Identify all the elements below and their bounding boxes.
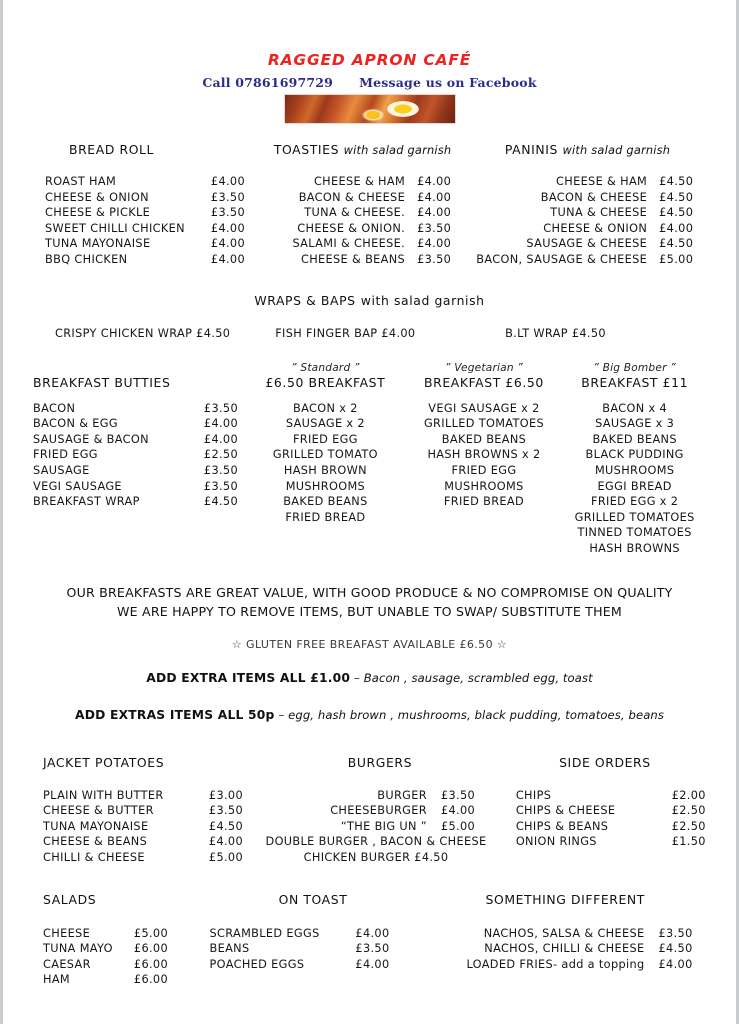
burgers-list bbox=[256, 788, 496, 866]
menu-row bbox=[469, 190, 705, 206]
item-price: £1.50 bbox=[671, 835, 706, 849]
item-name: BREAKFAST WRAP bbox=[33, 495, 140, 509]
section-on-toast bbox=[202, 892, 425, 988]
item-name: ONION RINGS bbox=[515, 835, 597, 849]
item-price: £4.50 bbox=[659, 237, 694, 251]
section-heading-standard-breakfast: £6.50 BREAKFAST bbox=[265, 374, 386, 390]
item-name: SCRAMBLED EGGS bbox=[209, 926, 320, 940]
item-name: CHEESE & HAM bbox=[556, 175, 648, 189]
heading-sub: with salad garnish bbox=[343, 143, 452, 158]
section-salads bbox=[33, 892, 202, 988]
menu-row bbox=[43, 850, 243, 866]
menu-row bbox=[264, 190, 459, 206]
item-name: TUNA MAYONAISE bbox=[43, 819, 149, 833]
salads-toast-different-band bbox=[33, 892, 706, 988]
menu-row bbox=[45, 174, 245, 190]
breakfast-tag-vegetarian: ” Vegetarian ” bbox=[444, 361, 524, 374]
item-price: £6.00 bbox=[133, 973, 168, 987]
menu-row bbox=[264, 252, 459, 268]
item-name: FRIED EGG bbox=[33, 448, 98, 462]
item-price: £4.00 bbox=[355, 957, 390, 971]
item-price: £4.00 bbox=[417, 206, 452, 220]
item-name: BACON & CHEESE bbox=[298, 190, 406, 204]
item-name: POACHED EGGS bbox=[209, 957, 305, 971]
section-heading-salads: SALADS bbox=[43, 891, 97, 907]
menu-row bbox=[45, 236, 245, 252]
menu-row bbox=[43, 803, 243, 819]
menu-row bbox=[33, 416, 238, 432]
item-price: £3.50 bbox=[203, 463, 238, 477]
on-toast-list bbox=[202, 926, 390, 973]
menu-row bbox=[45, 205, 245, 221]
jacket-potatoes-list bbox=[33, 788, 243, 866]
list-item: MUSHROOMS bbox=[594, 463, 675, 477]
item-price: £3.50 bbox=[210, 206, 245, 220]
list-item: GRILLED TOMATO bbox=[272, 448, 378, 462]
menu-row bbox=[210, 926, 390, 942]
item-price: £2.00 bbox=[671, 788, 706, 802]
item-price: £4.00 bbox=[440, 804, 476, 818]
menu-row bbox=[33, 494, 238, 510]
breakfast-tag-standard: ” Standard ” bbox=[291, 361, 360, 374]
notice-line-1: OUR BREAKFASTS ARE GREAT VALUE, WITH GOOD PRODUCE & NO COMPROMISE ON QUALITY bbox=[66, 584, 673, 600]
section-heading-wraps-baps bbox=[33, 290, 706, 309]
list-item: BAKED BEANS bbox=[283, 495, 368, 509]
menu-row bbox=[264, 236, 459, 252]
section-heading-breakfast-butties: BREAKFAST BUTTIES bbox=[33, 374, 171, 390]
facebook-link[interactable]: Message us on Facebook bbox=[359, 75, 537, 91]
item-price: £3.50 bbox=[208, 804, 243, 818]
list-item: GRILLED TOMATOES bbox=[423, 417, 544, 431]
item-price: £5.00 bbox=[208, 850, 243, 864]
paninis-list bbox=[469, 174, 705, 268]
item-price: £2.50 bbox=[203, 448, 238, 462]
menu-row bbox=[33, 479, 238, 495]
section-vegetarian-breakfast bbox=[405, 362, 564, 557]
standard-breakfast-list bbox=[246, 401, 405, 526]
menu-row bbox=[256, 834, 496, 850]
item-price: £3.00 bbox=[208, 788, 243, 802]
item-name: DOUBLE BURGER , BACON & CHEESE bbox=[265, 835, 487, 849]
menu-row: B.LT WRAP £4.50 bbox=[505, 326, 606, 340]
menu-row bbox=[43, 926, 168, 942]
item-name: SWEET CHILLI CHICKEN bbox=[45, 221, 185, 235]
item-name: “THE BIG UN ” bbox=[340, 819, 427, 833]
item-name: CHEESEBURGER bbox=[330, 804, 427, 818]
menu-row bbox=[210, 941, 390, 957]
item-price: £3.50 bbox=[440, 788, 476, 802]
breakfast-photo-banner bbox=[284, 94, 456, 124]
item-price: £4.50 bbox=[203, 495, 238, 509]
item-price: £3.50 bbox=[210, 190, 245, 204]
menu-row bbox=[264, 221, 459, 237]
item-name: CHIPS & BEANS bbox=[515, 819, 609, 833]
item-price: £4.00 bbox=[659, 221, 694, 235]
item-name: TUNA & CHEESE bbox=[550, 206, 648, 220]
menu-sheet bbox=[3, 0, 736, 988]
list-item: EGGI BREAD bbox=[597, 479, 672, 493]
item-price: £4.00 bbox=[210, 221, 245, 235]
extras-line-2 bbox=[33, 706, 706, 725]
list-item: BAKED BEANS bbox=[592, 432, 677, 446]
item-price: £4.00 bbox=[203, 417, 238, 431]
list-item: SAUSAGE x 3 bbox=[595, 417, 675, 431]
item-price: £4.00 bbox=[417, 190, 452, 204]
big-bomber-list bbox=[563, 401, 706, 557]
section-heading-side-orders: SIDE ORDERS bbox=[559, 754, 651, 770]
item-name: CHICKEN BURGER £4.50 bbox=[303, 850, 449, 864]
item-name: CHEESE & ONION. bbox=[297, 221, 406, 235]
big-bomber-heading-wrap bbox=[563, 362, 706, 396]
item-name: CHEESE bbox=[43, 926, 91, 940]
item-name: CHEESE & ONION bbox=[543, 221, 648, 235]
menu-row bbox=[33, 401, 238, 417]
item-price: £4.00 bbox=[355, 926, 390, 940]
section-side-orders bbox=[504, 755, 706, 866]
item-name: BACON & CHEESE bbox=[540, 190, 648, 204]
heading-sub: with salad garnish bbox=[360, 292, 485, 308]
menu-row bbox=[469, 236, 705, 252]
menu-row bbox=[33, 432, 238, 448]
page-title: RAGGED APRON CAFÉ bbox=[267, 51, 472, 69]
list-item: GRILLED TOMATOES bbox=[574, 510, 695, 524]
menu-row: CRISPY CHICKEN WRAP £4.50 bbox=[55, 326, 231, 340]
side-orders-list bbox=[504, 788, 706, 850]
menu-row: FISH FINGER BAP £4.00 bbox=[275, 326, 416, 340]
salads-list bbox=[33, 926, 168, 988]
menu-row bbox=[43, 834, 243, 850]
item-name: CHIPS & CHEESE bbox=[515, 804, 616, 818]
item-name: SAUSAGE bbox=[33, 463, 90, 477]
list-item: BLACK PUDDING bbox=[585, 448, 684, 462]
list-item: MUSHROOMS bbox=[285, 479, 366, 493]
item-name: CHIPS bbox=[515, 788, 552, 802]
notice-line-2: WE ARE HAPPY TO REMOVE ITEMS, BUT UNABLE TO SWAP/ SUBSTITUTE THEM bbox=[117, 603, 622, 619]
item-price: £6.00 bbox=[133, 942, 168, 956]
contact-line bbox=[33, 75, 706, 90]
item-name: BURGER bbox=[377, 788, 427, 802]
menu-row bbox=[43, 819, 243, 835]
extras-2-items: – egg, hash brown , mushrooms, black pudding, tomatoes, beans bbox=[278, 707, 664, 722]
menu-row bbox=[45, 252, 245, 268]
notice-block bbox=[33, 583, 706, 725]
menu-row bbox=[45, 190, 245, 206]
list-item: HASH BROWNS bbox=[589, 541, 680, 555]
item-name: SALAMI & CHEESE. bbox=[292, 237, 406, 251]
item-name: BBQ CHICKEN bbox=[45, 253, 128, 267]
section-heading-bread-roll: BREAD ROLL bbox=[69, 142, 155, 158]
menu-row bbox=[256, 850, 496, 866]
section-breakfast-butties bbox=[33, 362, 246, 557]
section-heading-burgers: BURGERS bbox=[347, 754, 413, 770]
list-item: VEGI SAUSAGE x 2 bbox=[428, 401, 540, 415]
phone-number[interactable]: Call 07861697729 bbox=[202, 75, 334, 91]
masthead bbox=[33, 0, 706, 124]
item-name: TUNA MAYONAISE bbox=[45, 237, 151, 251]
menu-row bbox=[256, 803, 496, 819]
item-name: BACON, SAUSAGE & CHEESE bbox=[476, 253, 648, 267]
list-item: FRIED EGG x 2 bbox=[590, 495, 679, 509]
item-price: £4.00 bbox=[210, 253, 245, 267]
item-name: TUNA MAYO bbox=[43, 942, 113, 956]
section-bread-roll bbox=[33, 142, 256, 268]
menu-row bbox=[256, 819, 496, 835]
breakfast-butties-heading-wrap bbox=[33, 362, 246, 396]
menu-row bbox=[425, 957, 703, 973]
section-heading-something-different: SOMETHING DIFFERENT bbox=[485, 891, 645, 907]
item-price: £4.50 bbox=[659, 206, 694, 220]
toasties-list bbox=[264, 174, 459, 268]
menu-row bbox=[43, 972, 168, 988]
menu-row bbox=[264, 205, 459, 221]
menu-row bbox=[33, 463, 238, 479]
item-name: CHEESE & BUTTER bbox=[43, 804, 154, 818]
menu-row bbox=[43, 957, 168, 973]
menu-row bbox=[469, 221, 705, 237]
item-name: CHILLI & CHEESE bbox=[43, 850, 145, 864]
menu-row bbox=[425, 941, 703, 957]
heading-main: WRAPS & BAPS bbox=[254, 292, 356, 308]
item-name: BACON bbox=[33, 401, 76, 415]
item-price: £3.50 bbox=[203, 401, 238, 415]
item-name: BACON & EGG bbox=[33, 417, 118, 431]
extras-line-1 bbox=[33, 669, 706, 688]
item-name: SAUSAGE & BACON bbox=[33, 432, 149, 446]
item-price: £4.00 bbox=[658, 957, 693, 971]
item-name: VEGI SAUSAGE bbox=[33, 479, 122, 493]
gluten-free-note: ☆ GLUTEN FREE BREAFAST AVAILABLE £6.50 ☆ bbox=[231, 637, 508, 651]
menu-row bbox=[516, 819, 706, 835]
item-name: NACHOS, SALSA & CHEESE bbox=[483, 926, 645, 940]
section-standard-breakfast bbox=[246, 362, 405, 557]
wraps-baps-list bbox=[33, 327, 706, 340]
item-name: NACHOS, CHILLI & CHEESE bbox=[484, 942, 645, 956]
menu-row bbox=[425, 926, 703, 942]
vegetarian-breakfast-list bbox=[405, 401, 564, 510]
heading-sub: with salad garnish bbox=[562, 143, 671, 158]
item-price: £4.00 bbox=[203, 432, 238, 446]
item-price: £4.00 bbox=[417, 175, 452, 189]
vegetarian-breakfast-heading-wrap bbox=[405, 362, 564, 396]
item-price: £4.00 bbox=[210, 237, 245, 251]
something-different-list bbox=[425, 926, 703, 973]
item-name: CAESAR bbox=[43, 957, 91, 971]
item-name: HAM bbox=[43, 973, 71, 987]
breakfast-band bbox=[33, 362, 706, 557]
menu-row bbox=[256, 788, 496, 804]
section-big-bomber-breakfast bbox=[563, 362, 706, 557]
list-item: FRIED EGG bbox=[451, 463, 517, 477]
heading-main: PANINIS bbox=[504, 142, 558, 158]
list-item: BACON x 2 bbox=[293, 401, 358, 415]
list-item: BAKED BEANS bbox=[441, 432, 527, 446]
item-name: LOADED FRIES- add a topping bbox=[466, 957, 645, 971]
heading-main: TOASTIES bbox=[273, 142, 340, 158]
menu-row bbox=[43, 788, 243, 804]
item-price: £6.00 bbox=[133, 957, 168, 971]
item-price: £4.50 bbox=[659, 175, 694, 189]
menu-row bbox=[33, 447, 238, 463]
section-heading-vegetarian-breakfast: BREAKFAST £6.50 bbox=[424, 374, 544, 390]
item-name: CHEESE & BEANS bbox=[300, 253, 406, 267]
item-name: SAUSAGE & CHEESE bbox=[526, 237, 648, 251]
item-price: £4.00 bbox=[210, 175, 245, 189]
list-item: HASH BROWNS x 2 bbox=[427, 448, 541, 462]
list-item: TINNED TOMATOES bbox=[577, 526, 692, 540]
item-price: £3.50 bbox=[417, 221, 452, 235]
menu-row bbox=[516, 834, 706, 850]
menu-row bbox=[469, 174, 705, 190]
extras-1-items: – Bacon , sausage, scrambled egg, toast bbox=[354, 670, 593, 685]
item-name: CHEESE & HAM bbox=[313, 175, 406, 189]
section-something-different bbox=[425, 892, 706, 988]
bread-roll-list bbox=[45, 174, 245, 268]
item-name: CHEESE & PICKLE bbox=[45, 206, 151, 220]
section-paninis bbox=[469, 142, 706, 268]
item-price: £4.50 bbox=[658, 942, 693, 956]
menu-row bbox=[516, 803, 706, 819]
list-item: HASH BROWN bbox=[283, 463, 367, 477]
item-name: BEANS bbox=[209, 942, 250, 956]
section-heading-toasties bbox=[256, 142, 469, 157]
list-item: BACON x 4 bbox=[602, 401, 667, 415]
item-price: £5.00 bbox=[133, 926, 168, 940]
section-jacket-potatoes bbox=[33, 755, 256, 866]
sandwich-band bbox=[33, 142, 706, 268]
extras-1-label: ADD EXTRA ITEMS ALL £1.00 bbox=[146, 670, 351, 685]
item-price: £5.00 bbox=[440, 819, 476, 833]
item-price: £4.00 bbox=[417, 237, 452, 251]
list-item: SAUSAGE x 2 bbox=[285, 417, 365, 431]
item-price: £2.50 bbox=[671, 804, 706, 818]
list-item: MUSHROOMS bbox=[444, 479, 524, 493]
item-price: £3.50 bbox=[355, 942, 390, 956]
section-toasties bbox=[256, 142, 469, 268]
item-name: CHEESE & ONION bbox=[45, 190, 149, 204]
jackets-burgers-sides-band bbox=[33, 755, 706, 866]
item-price: £4.50 bbox=[208, 819, 243, 833]
menu-row bbox=[469, 205, 705, 221]
item-price: £3.50 bbox=[203, 479, 238, 493]
list-item: FRIED EGG bbox=[292, 432, 358, 446]
item-price: £4.00 bbox=[208, 835, 243, 849]
item-price: £2.50 bbox=[671, 819, 706, 833]
breakfast-tag-big-bomber: ” Big Bomber ” bbox=[593, 361, 676, 374]
item-name: ROAST HAM bbox=[45, 175, 117, 189]
list-item: FRIED BREAD bbox=[285, 510, 366, 524]
menu-row bbox=[210, 957, 390, 973]
extras-2-label: ADD EXTRAS ITEMS ALL 50p bbox=[75, 707, 275, 722]
section-heading-on-toast: ON TOAST bbox=[278, 891, 348, 907]
menu-row bbox=[45, 221, 245, 237]
menu-row bbox=[43, 941, 168, 957]
item-name: CHEESE & BEANS bbox=[43, 835, 148, 849]
section-heading-jacket-potatoes: JACKET POTATOES bbox=[43, 754, 165, 770]
menu-row bbox=[469, 252, 705, 268]
item-price: £3.50 bbox=[658, 926, 693, 940]
standard-breakfast-heading-wrap bbox=[246, 362, 405, 396]
item-name: PLAIN WITH BUTTER bbox=[43, 788, 164, 802]
item-price: £4.50 bbox=[659, 190, 694, 204]
menu-row bbox=[516, 788, 706, 804]
item-name: TUNA & CHEESE. bbox=[304, 206, 406, 220]
section-heading-paninis bbox=[469, 142, 706, 157]
item-price: £3.50 bbox=[417, 253, 452, 267]
item-price: £5.00 bbox=[659, 253, 694, 267]
list-item: FRIED BREAD bbox=[443, 495, 525, 509]
section-burgers bbox=[256, 755, 504, 866]
menu-row bbox=[264, 174, 459, 190]
breakfast-butties-list bbox=[33, 401, 238, 510]
section-heading-big-bomber-breakfast: BREAKFAST £11 bbox=[581, 374, 689, 390]
